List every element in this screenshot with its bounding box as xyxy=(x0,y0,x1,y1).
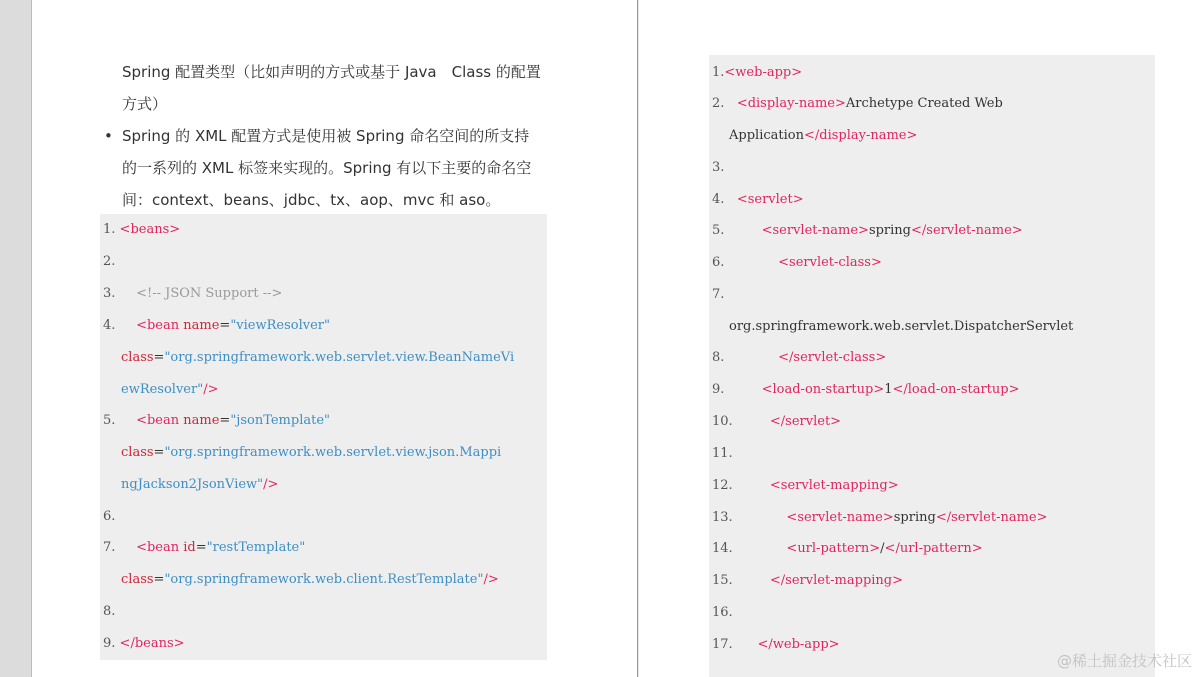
code-block-beans xyxy=(100,214,547,660)
xml-tag: /> xyxy=(203,382,219,397)
line-number: 9. xyxy=(103,636,116,651)
xml-attr: name xyxy=(183,318,220,333)
line-number: 6. xyxy=(712,255,725,270)
line-number: 15. xyxy=(712,573,733,588)
line-number: 10. xyxy=(712,414,733,429)
code-line xyxy=(712,63,802,83)
line-number: 1. xyxy=(103,222,116,237)
code-line xyxy=(103,284,282,304)
line-number: 3. xyxy=(103,286,116,301)
prose-line-5: 间：context、beans、jdbc、tx、aop、mvc 和 aso。 xyxy=(122,191,501,209)
xml-text: spring xyxy=(868,223,911,238)
line-number: 16. xyxy=(712,605,733,620)
xml-text: / xyxy=(880,541,885,556)
xml-attr: class xyxy=(121,445,154,460)
code-line xyxy=(712,158,724,178)
code-line xyxy=(712,348,886,368)
line-number: 4. xyxy=(712,192,725,207)
line-number: 3. xyxy=(712,160,725,175)
xml-tag: /> xyxy=(483,572,499,587)
code-line xyxy=(712,285,724,305)
xml-tag: <beans> xyxy=(119,222,181,237)
xml-tag: </servlet-name> xyxy=(911,223,1023,238)
code-line xyxy=(712,253,882,273)
line-number: 2. xyxy=(712,96,725,111)
line-number: 6. xyxy=(103,509,116,524)
xml-tag: </servlet-mapping> xyxy=(769,573,904,588)
code-block-web-app xyxy=(709,55,1155,677)
xml-tag: <servlet-name> xyxy=(761,223,869,238)
code-line xyxy=(103,602,115,622)
xml-tag: <bean xyxy=(136,318,180,333)
gutter-edge xyxy=(31,0,32,677)
equals: = xyxy=(195,540,207,555)
line-number: 11. xyxy=(712,446,733,461)
code-line xyxy=(103,507,115,527)
code-line xyxy=(712,571,903,591)
xml-comment: <!-- JSON Support --> xyxy=(136,286,283,301)
xml-tag: <servlet> xyxy=(736,192,804,207)
xml-tag: <url-pattern> xyxy=(786,541,881,556)
code-line xyxy=(712,635,840,655)
code-line xyxy=(712,476,899,496)
code-line xyxy=(103,538,305,558)
xml-tag: /> xyxy=(263,477,279,492)
prose-line-1: Spring 配置类型（比如声明的方式或基于 Java Class 的配置 xyxy=(122,63,541,81)
xml-value: "restTemplate" xyxy=(206,540,306,555)
xml-tag: <servlet-class> xyxy=(778,255,882,270)
page-divider-shadow xyxy=(638,0,639,677)
xml-value: ewResolver" xyxy=(121,382,204,397)
bullet-icon: • xyxy=(104,127,113,145)
xml-tag: <servlet-mapping> xyxy=(769,478,899,493)
xml-tag: </load-on-startup> xyxy=(892,382,1020,397)
code-line xyxy=(103,411,330,431)
line-number: 13. xyxy=(712,510,733,525)
code-line xyxy=(712,603,733,623)
prose-line-4: 的一系列的 XML 标签来实现的。Spring 有以下主要的命名空 xyxy=(122,159,532,177)
code-line xyxy=(712,539,983,559)
code-line xyxy=(712,508,1048,528)
xml-attr: id xyxy=(183,540,196,555)
xml-text: spring xyxy=(893,510,936,525)
line-number: 12. xyxy=(712,478,733,493)
code-line-cont xyxy=(121,348,514,368)
code-line xyxy=(712,190,804,210)
code-line xyxy=(712,412,841,432)
xml-tag: </display-name> xyxy=(803,128,918,143)
line-number: 5. xyxy=(712,223,725,238)
line-number: 8. xyxy=(712,350,725,365)
watermark: @稀土掘金技术社区 xyxy=(1056,652,1192,670)
code-line-cont xyxy=(121,443,501,463)
xml-text: org.springframework.web.servlet.DispatcherServlet xyxy=(729,319,1074,334)
xml-tag: <servlet-name> xyxy=(786,510,894,525)
xml-attr: class xyxy=(121,350,154,365)
line-number: 1. xyxy=(712,65,725,80)
xml-tag: </servlet-class> xyxy=(778,350,887,365)
xml-tag: <bean xyxy=(136,413,180,428)
code-line-cont xyxy=(729,317,1073,337)
xml-tag: </url-pattern> xyxy=(884,541,983,556)
xml-text: Archetype Created Web xyxy=(845,96,1003,111)
code-line xyxy=(712,94,1003,114)
code-line xyxy=(712,221,1023,241)
line-number: 8. xyxy=(103,604,116,619)
xml-value: ngJackson2JsonView" xyxy=(121,477,264,492)
xml-value: "org.springframework.web.servlet.view.BeanNameVi xyxy=(164,350,515,365)
equals: = xyxy=(219,413,231,428)
line-number: 7. xyxy=(103,540,116,555)
xml-tag: </servlet> xyxy=(769,414,842,429)
code-line xyxy=(103,634,185,654)
xml-attr: class xyxy=(121,572,154,587)
code-line xyxy=(103,220,180,240)
xml-tag: <web-app> xyxy=(724,65,803,80)
line-number: 5. xyxy=(103,413,116,428)
line-number: 2. xyxy=(103,254,116,269)
xml-attr: name xyxy=(183,413,220,428)
line-number: 9. xyxy=(712,382,725,397)
equals: = xyxy=(153,572,165,587)
code-line-cont xyxy=(121,380,218,400)
xml-value: "jsonTemplate" xyxy=(230,413,331,428)
xml-tag: <load-on-startup> xyxy=(761,382,885,397)
xml-value: "org.springframework.web.client.RestTemplate" xyxy=(164,572,484,587)
prose-line-3: Spring 的 XML 配置方式是使用被 Spring 命名空间的所支持 xyxy=(122,127,530,145)
xml-tag: </servlet-name> xyxy=(935,510,1048,525)
xml-tag: <display-name> xyxy=(736,96,846,111)
code-line xyxy=(103,316,330,336)
prose-line-2: 方式） xyxy=(122,95,168,113)
code-line-cont xyxy=(121,475,278,495)
line-number: 4. xyxy=(103,318,116,333)
xml-tag: </beans> xyxy=(119,636,185,651)
line-number: 14. xyxy=(712,541,733,556)
xml-text: 1 xyxy=(884,382,893,397)
code-line-cont xyxy=(729,126,917,146)
code-line xyxy=(712,444,733,464)
code-line xyxy=(103,252,115,272)
left-gutter xyxy=(0,0,31,677)
equals: = xyxy=(153,350,165,365)
xml-value: "org.springframework.web.servlet.view.json.Mappi xyxy=(164,445,502,460)
equals: = xyxy=(219,318,231,333)
prose-paragraph xyxy=(100,56,560,216)
xml-tag: <bean xyxy=(136,540,180,555)
xml-text: Application xyxy=(729,128,804,143)
xml-tag: </web-app> xyxy=(757,637,840,652)
xml-value: "viewResolver" xyxy=(230,318,330,333)
code-line xyxy=(712,380,1020,400)
line-number: 17. xyxy=(712,637,733,652)
line-number: 7. xyxy=(712,287,725,302)
code-line-cont xyxy=(121,570,499,590)
equals: = xyxy=(153,445,165,460)
bullet-item xyxy=(100,120,560,152)
